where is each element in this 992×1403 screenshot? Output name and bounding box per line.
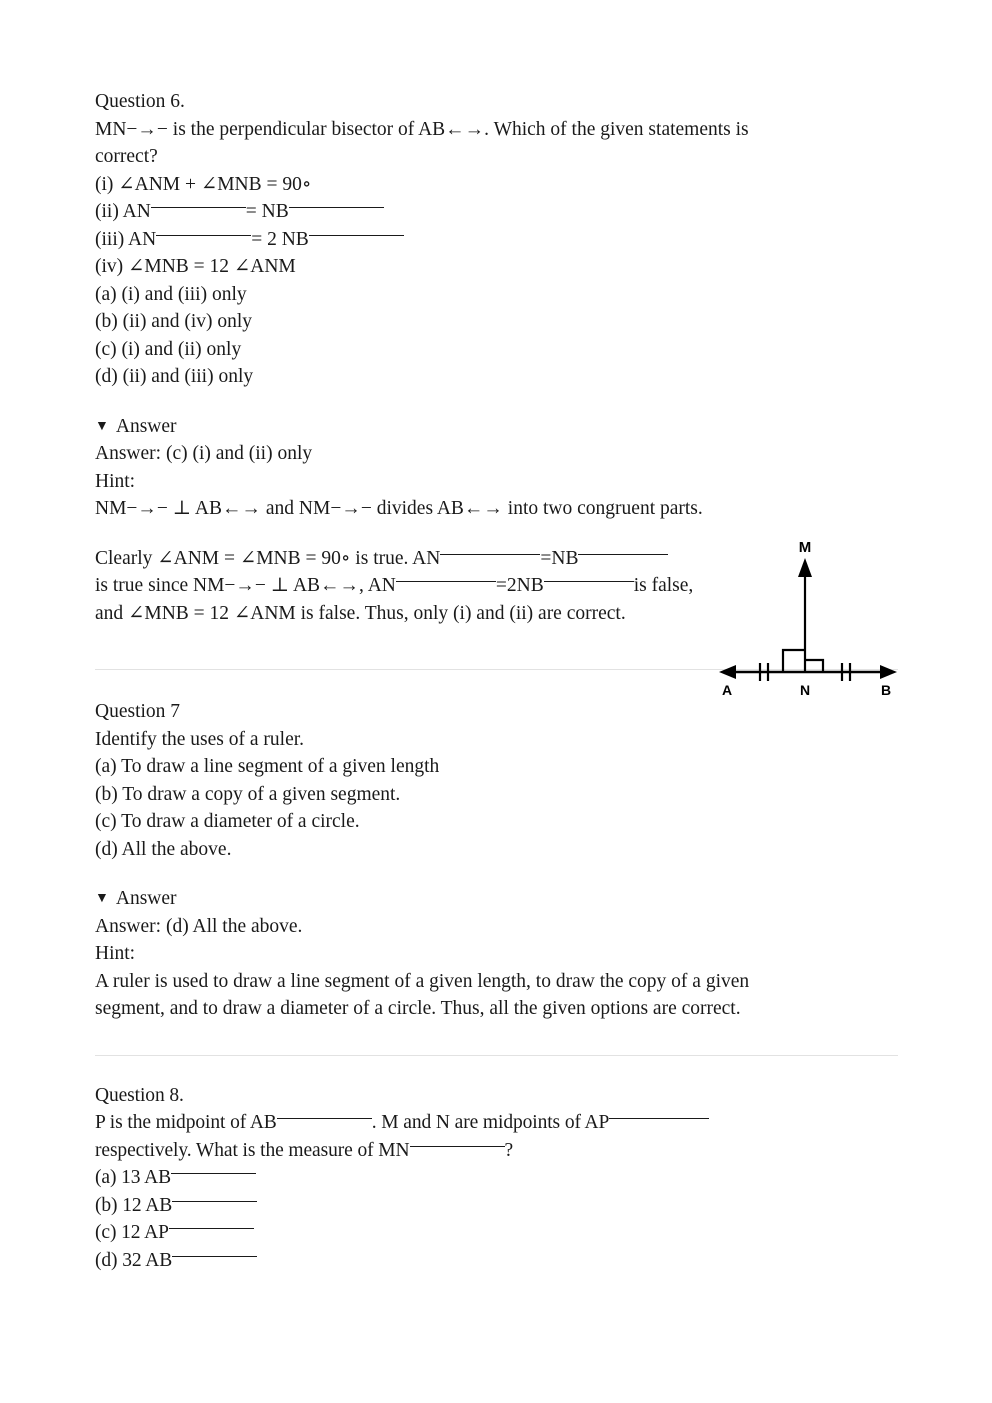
segment-an-overline-ii <box>95 201 246 222</box>
triangle-down-icon: ▼ <box>95 418 109 434</box>
question-7-stem: Identify the uses of a ruler. <box>95 728 305 750</box>
spacer <box>95 1056 898 1082</box>
overline-bar <box>440 554 540 555</box>
figure-label-n: N <box>799 682 811 698</box>
question-8-text-4: ? <box>504 1139 514 1161</box>
explanation-segment-an-2 <box>95 575 496 596</box>
explanation-text-5: = <box>495 575 507 596</box>
question-7-hint-label: Hint: <box>95 943 136 964</box>
question-7-section <box>95 698 898 1023</box>
question-8-heading: Question 8. <box>95 1084 184 1106</box>
explanation-text-7: is false, and ∠MNB = 12 ∠ANM is false. Thus, <box>95 575 694 624</box>
question-7-option-b[interactable]: (b) To draw a copy of a given segment. <box>95 783 401 805</box>
explanation-text-2: = <box>540 547 552 569</box>
segment-nb-overline-ii <box>246 201 384 222</box>
overline-bar <box>544 581 634 582</box>
perpendicular-bisector-diagram <box>705 536 900 706</box>
question-7-option-a[interactable]: (a) To draw a line segment of a given length <box>95 756 440 777</box>
question-6-statement-iii <box>95 226 898 254</box>
question-6-option-c[interactable]: (c) (i) and (ii) only <box>95 338 242 360</box>
segment-ap-overline-q8 <box>372 1112 710 1133</box>
question-8-section <box>95 1082 898 1275</box>
overline-bar <box>309 235 404 236</box>
explanation-text-8: only (i) and (ii) are correct. <box>413 602 626 624</box>
question-8-option-d-label: (d) 32 AB <box>95 1249 173 1271</box>
overline-bar <box>578 554 668 555</box>
statement-ii-text-an: (ii) AN <box>95 201 151 222</box>
question-8-text-1: P is the midpoint of AB <box>95 1112 277 1133</box>
question-6-option-a[interactable]: (a) (i) and (iii) only <box>95 283 247 305</box>
answer-toggle-label: Answer <box>115 888 177 909</box>
option-a-segment <box>95 1167 256 1188</box>
overline-bar <box>172 1201 257 1202</box>
option-b-segment <box>95 1195 257 1216</box>
arrowhead-right-icon <box>880 665 897 679</box>
question-6-stem-line-2: correct? <box>95 146 158 167</box>
question-8-stem-line-2 <box>95 1137 898 1165</box>
question-7-hint-line-1: A ruler is used to draw a line segment of a given length, to draw the copy of a given <box>95 970 750 992</box>
question-8-option-c-label: (c) 12 AP <box>95 1222 169 1243</box>
question-6-option-d[interactable]: (d) (ii) and (iii) only <box>95 366 254 387</box>
spacer <box>95 1023 898 1055</box>
question-8-option-a[interactable] <box>95 1164 898 1192</box>
question-6-statement-i: (i) ∠ANM + ∠MNB = 90∘ <box>95 173 312 195</box>
question-6-heading: Question 6. <box>95 91 185 112</box>
question-7-heading: Question 7 <box>95 701 181 722</box>
figure-label-a: A <box>721 682 733 698</box>
question-6-answer-line: Answer: (c) (i) and (ii) only <box>95 443 313 464</box>
question-8-option-b[interactable] <box>95 1192 898 1220</box>
question-8-option-b-label: (b) 12 AB <box>95 1194 173 1216</box>
explanation-text-3: NB <box>551 547 579 569</box>
overline-bar <box>156 235 251 236</box>
question-7-option-c[interactable]: (c) To draw a diameter of a circle. <box>95 811 360 832</box>
overline-bar <box>609 1118 709 1119</box>
explanation-segment-2nb <box>507 575 634 596</box>
question-7-option-d[interactable]: (d) All the above. <box>95 838 232 860</box>
option-c-segment <box>95 1222 254 1243</box>
arrowhead-left-icon <box>719 665 736 679</box>
question-6-geometry-figure <box>705 536 900 706</box>
question-8-option-c[interactable] <box>95 1219 898 1247</box>
figure-label-b: B <box>880 682 892 698</box>
question-8-option-d[interactable] <box>95 1247 898 1275</box>
statement-iii-text-nb: = 2 NB <box>251 228 309 250</box>
overline-bar <box>289 207 384 208</box>
right-angle-mark-left <box>783 650 805 672</box>
question-6-statement-ii <box>95 198 898 226</box>
overline-bar <box>172 1256 257 1257</box>
question-6-stem-line-1: MN−→− is the perpendicular bisector of AB←→. Which of the given statements is <box>95 118 749 140</box>
triangle-down-icon: ▼ <box>95 891 109 906</box>
explanation-segment-nb-1 <box>551 548 668 569</box>
segment-ab-overline-q8 <box>95 1112 372 1133</box>
explanation-text-1: Clearly ∠ANM = ∠MNB = 90∘ is true. AN <box>95 547 441 569</box>
question-8-text-3: respectively. What is the measure of MN <box>95 1139 410 1161</box>
question-6-statement-iv: (iv) ∠MNB = 12 ∠ANM <box>95 256 296 277</box>
question-6-hint-label: Hint: <box>95 470 136 492</box>
question-6-option-b[interactable]: (b) (ii) and (iv) only <box>95 311 253 332</box>
question-6-answer-toggle[interactable] <box>95 413 177 441</box>
question-6-explanation <box>95 545 695 628</box>
question-8-stem-line-1 <box>95 1109 898 1137</box>
statement-iii-text-an: (iii) AN <box>95 228 157 250</box>
segment-an-overline-iii <box>95 229 251 250</box>
question-6-hint-line: NM−→− ⊥ AB←→ and NM−→− divides AB←→ into two congruent parts. <box>95 498 703 519</box>
spacer <box>95 863 898 885</box>
explanation-segment-an-1 <box>95 548 540 569</box>
right-angle-mark-right <box>805 660 823 672</box>
statement-ii-text-nb: = NB <box>245 201 289 222</box>
answer-toggle-label: Answer <box>115 415 177 437</box>
question-8-text-2: . M and N are midpoints of AP <box>371 1112 610 1133</box>
spacer <box>95 391 898 413</box>
overline-bar <box>151 207 246 208</box>
overline-bar <box>169 1228 254 1229</box>
segment-nb-overline-iii <box>251 229 404 250</box>
explanation-text-6: 2NB <box>506 575 544 596</box>
question-7-hint-line-2: segment, and to draw a diameter of a circle. Thus, all the given options are correct. <box>95 998 741 1019</box>
overline-bar <box>277 1118 372 1119</box>
question-8-option-a-label: (a) 13 AB <box>95 1167 172 1188</box>
option-d-segment <box>95 1250 257 1271</box>
arrowhead-up-icon <box>798 558 812 577</box>
question-7-answer-line: Answer: (d) All the above. <box>95 915 303 937</box>
figure-label-m: M <box>798 539 812 556</box>
question-7-answer-toggle[interactable] <box>95 885 177 913</box>
overline-bar <box>410 1146 505 1147</box>
overline-bar <box>171 1173 256 1174</box>
explanation-text-4: is true since NM−→− ⊥ AB←→, AN <box>95 575 396 596</box>
segment-mn-overline-q8 <box>95 1140 505 1161</box>
overline-bar <box>396 581 496 582</box>
